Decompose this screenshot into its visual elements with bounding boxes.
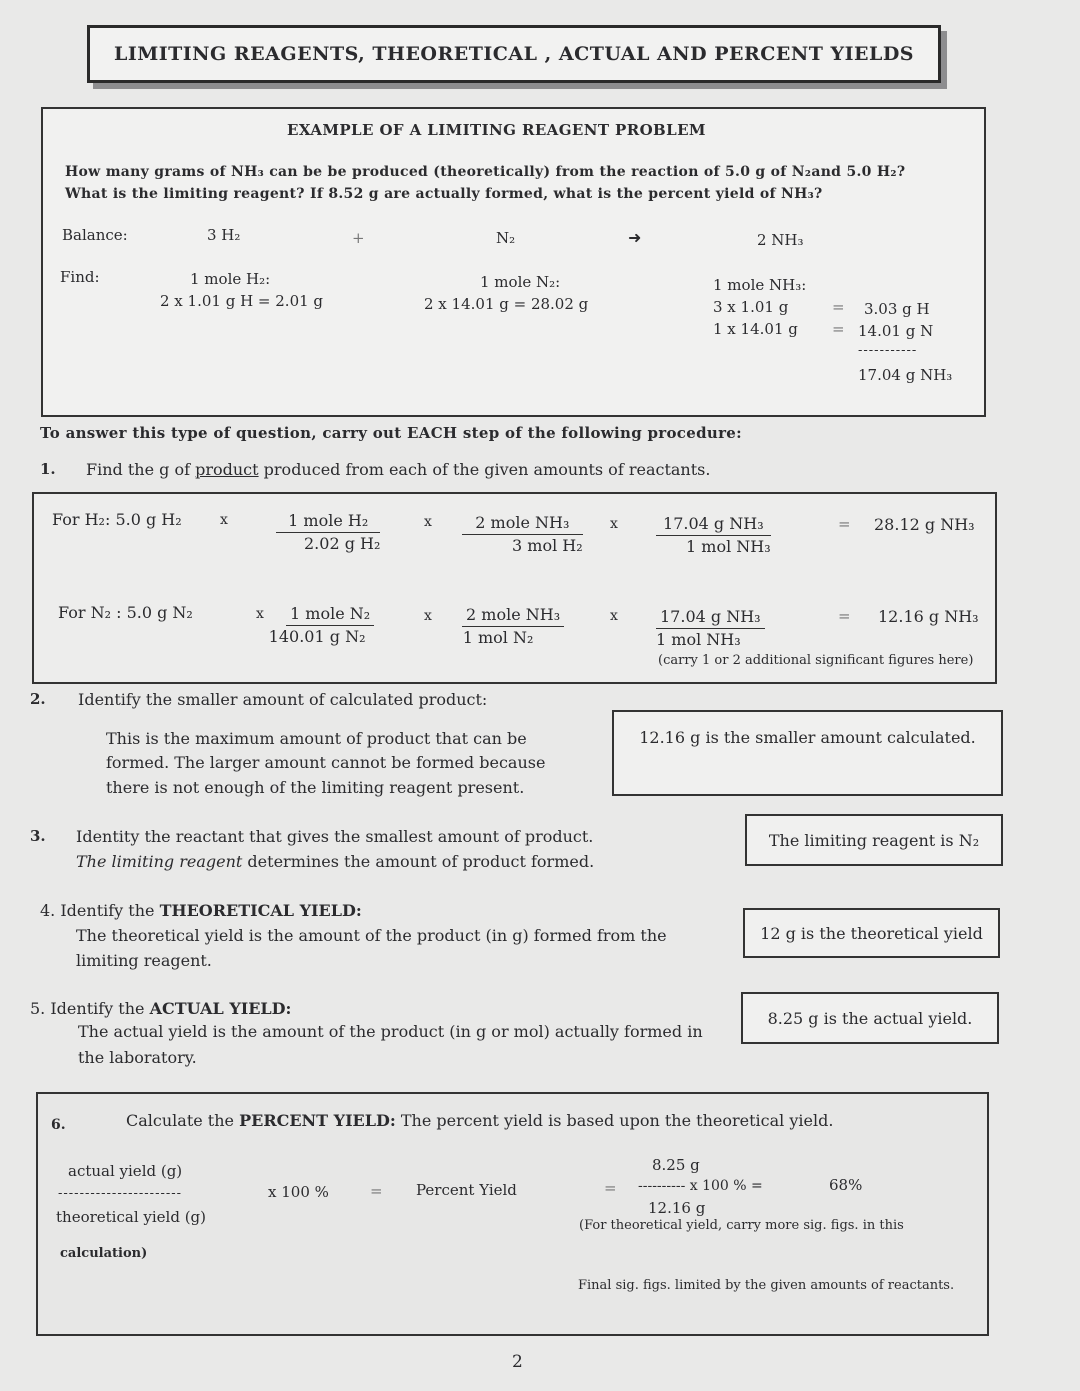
- reaction-arrow-icon: ➜: [628, 228, 642, 247]
- step6-pre: Calculate the: [126, 1111, 240, 1130]
- step2-answer-box: [612, 710, 1003, 796]
- step4-bold: THEORETICAL YIELD:: [159, 901, 362, 920]
- calc-h2-x2: x: [424, 514, 432, 530]
- step6-note1: (For theoretical yield, carry more sig. figs. in this: [579, 1218, 904, 1233]
- balance-label: Balance:: [62, 226, 128, 244]
- calc-h2-result: 28.12 g NH₃: [874, 515, 975, 534]
- step5-line2: the laboratory.: [78, 1048, 197, 1067]
- step2-heading: Identify the smaller amount of calculated product:: [78, 690, 488, 709]
- calc-h2-f1-den: 2.02 g H₂: [304, 534, 381, 553]
- calc-n2-fraction-2: [462, 604, 564, 649]
- calc-h2-f2-num: 2 mole NH₃: [462, 512, 583, 535]
- find-label: Find:: [60, 268, 100, 286]
- calc-n2-f3-num: 17.04 g NH₃: [656, 606, 765, 629]
- step4-heading: [40, 901, 362, 920]
- calc-note: (carry 1 or 2 additional significant figures here): [658, 653, 974, 668]
- step6-bold: PERCENT YIELD:: [239, 1111, 396, 1130]
- calc-h2-f3-den: 1 mol NH₃: [686, 537, 771, 556]
- calc-h2-fraction-3: [656, 513, 771, 558]
- find-nh3-eq2: =: [832, 320, 845, 338]
- step4-answer-box: [743, 908, 1000, 958]
- step6-actual-label: actual yield (g): [68, 1162, 183, 1180]
- step6-calc-word: calculation): [60, 1246, 148, 1261]
- balance-plus: +: [352, 229, 365, 247]
- step5-answer: 8.25 g is the actual yield.: [767, 1008, 973, 1028]
- page-title-text: LIMITING REAGENTS, THEORETICAL , ACTUAL AND PERCENT YIELDS: [113, 43, 915, 65]
- step1-number: 1.: [40, 460, 56, 478]
- step4-line2: limiting reagent.: [76, 951, 212, 970]
- calc-n2-label: For N₂ : 5.0 g N₂: [58, 603, 193, 622]
- example-heading: EXAMPLE OF A LIMITING REAGENT PROBLEM: [287, 121, 706, 139]
- step2-line2: formed. The larger amount cannot be formed because: [106, 753, 546, 772]
- step6-post: The percent yield is based upon the theoretical yield.: [395, 1111, 834, 1130]
- step6-heading: [126, 1111, 833, 1130]
- calc-n2-f2-den: 1 mol N₂: [462, 628, 534, 647]
- calc-n2-x3: x: [610, 608, 618, 624]
- calc-n2-f1-den: 140.01 g N₂: [268, 627, 366, 646]
- step6-note2: Final sig. figs. limited by the given amounts of reactants.: [578, 1278, 955, 1293]
- procedure-intro: To answer this type of question, carry out EACH step of the following procedure:: [40, 424, 742, 442]
- step3-line2: [76, 852, 594, 871]
- find-nh3-line2b: 3.03 g H: [864, 300, 930, 318]
- calc-h2-fraction-2: [462, 512, 583, 557]
- example-question-line2: What is the limiting reagent? If 8.52 g are actually formed, what is the percent yield of NH₃?: [65, 186, 823, 202]
- step1-text-post: produced from each of the given amounts of reactants.: [258, 460, 711, 479]
- step6-theoretical-label: theoretical yield (g): [56, 1208, 206, 1226]
- calc-n2-fraction-3: [656, 606, 765, 651]
- balance-nh3: 2 NH₃: [757, 231, 804, 249]
- step6-number: 6.: [51, 1117, 66, 1133]
- step5-answer-box: [741, 992, 999, 1044]
- step5-heading: [30, 999, 291, 1018]
- calc-h2-x1: x: [220, 512, 228, 528]
- step2-line3: there is not enough of the limiting reagent present.: [106, 778, 525, 797]
- page-number: 2: [512, 1352, 523, 1372]
- calc-h2-x3: x: [610, 516, 618, 532]
- find-nh3-line3b: 14.01 g N: [858, 322, 934, 340]
- step4-answer: 12 g is the theoretical yield: [760, 923, 983, 943]
- calc-h2-eq: =: [838, 515, 851, 533]
- find-h2-line1: 1 mole H₂:: [190, 270, 271, 288]
- find-n2-line2: 2 x 14.01 g = 28.02 g: [424, 295, 589, 313]
- calc-n2-f3-den: 1 mol NH₃: [656, 630, 741, 649]
- step5-line1: The actual yield is the amount of the product (in g or mol) actually formed in: [78, 1022, 703, 1041]
- step2-answer: 12.16 g is the smaller amount calculated.: [639, 728, 976, 747]
- calc-n2-f2-num: 2 mole NH₃: [462, 604, 564, 627]
- step1-text-pre: Find the g of: [86, 460, 196, 479]
- find-nh3-line1: 1 mole NH₃:: [713, 276, 807, 294]
- balance-h2: 3 H₂: [207, 226, 241, 244]
- step2-number: 2.: [30, 690, 46, 708]
- step6-fraction-line: ---------- x 100 % =: [638, 1178, 763, 1194]
- calc-h2-fraction-1: [276, 510, 380, 555]
- calc-h2-f2-den: 3 mol H₂: [512, 536, 583, 555]
- step3-line1: Identity the reactant that gives the smallest amount of product.: [76, 827, 594, 846]
- step1-text-product: product: [195, 460, 259, 479]
- step5-bold: ACTUAL YIELD:: [149, 999, 292, 1018]
- calc-n2-fraction-1: [260, 603, 374, 648]
- find-nh3-line2a: 3 x 1.01 g: [713, 298, 789, 316]
- find-nh3-eq1: =: [832, 298, 845, 316]
- step6-dash-line: -----------------------: [58, 1186, 183, 1201]
- step6-times100: x 100 %: [268, 1183, 329, 1201]
- step3-answer-box: [745, 814, 1003, 866]
- step2-line1: This is the maximum amount of product that can be: [106, 729, 527, 748]
- step6-eq2: =: [604, 1179, 617, 1197]
- step6-result: 68%: [829, 1176, 863, 1194]
- step4-prefix: 4. Identify the: [40, 901, 160, 920]
- step3-line2-rest: determines the amount of product formed.: [242, 852, 595, 871]
- step3-line2-italic: The limiting reagent: [76, 852, 243, 871]
- page-title: [87, 25, 941, 83]
- find-n2-line1: 1 mole N₂:: [480, 273, 561, 291]
- step6-denominator: 12.16 g: [648, 1199, 706, 1217]
- find-nh3-total: 17.04 g NH₃: [858, 366, 953, 384]
- calc-h2-label: For H₂: 5.0 g H₂: [52, 510, 182, 529]
- step3-number: 3.: [30, 827, 46, 845]
- step4-line1: The theoretical yield is the amount of the product (in g) formed from the: [76, 926, 667, 945]
- calc-n2-x2: x: [424, 608, 432, 624]
- find-nh3-line3a: 1 x 14.01 g: [713, 320, 798, 338]
- example-question-line1: How many grams of NH₃ can be be produced (theoretically) from the reaction of 5.0 g of N₂and 5.0 H₂?: [65, 164, 906, 180]
- step5-prefix: 5. Identify the: [30, 999, 150, 1018]
- calc-n2-eq: =: [838, 607, 851, 625]
- step1-text: [86, 460, 710, 479]
- find-h2-line2: 2 x 1.01 g H = 2.01 g: [160, 292, 324, 310]
- calc-n2-f1-num: 1 mole N₂: [286, 603, 374, 626]
- calc-n2-result: 12.16 g NH₃: [878, 607, 979, 626]
- step6-percent-label: Percent Yield: [416, 1181, 517, 1199]
- step6-eq: =: [370, 1182, 383, 1200]
- example-box: [41, 107, 986, 417]
- calc-n2-x1: x: [256, 606, 264, 622]
- step6-numerator: 8.25 g: [652, 1156, 700, 1174]
- calc-h2-f1-num: 1 mole H₂: [276, 510, 380, 533]
- find-nh3-dashes: -----------: [858, 343, 918, 358]
- calc-h2-f3-num: 17.04 g NH₃: [656, 513, 771, 536]
- step3-answer: The limiting reagent is N₂: [768, 830, 980, 850]
- balance-n2: N₂: [496, 229, 516, 247]
